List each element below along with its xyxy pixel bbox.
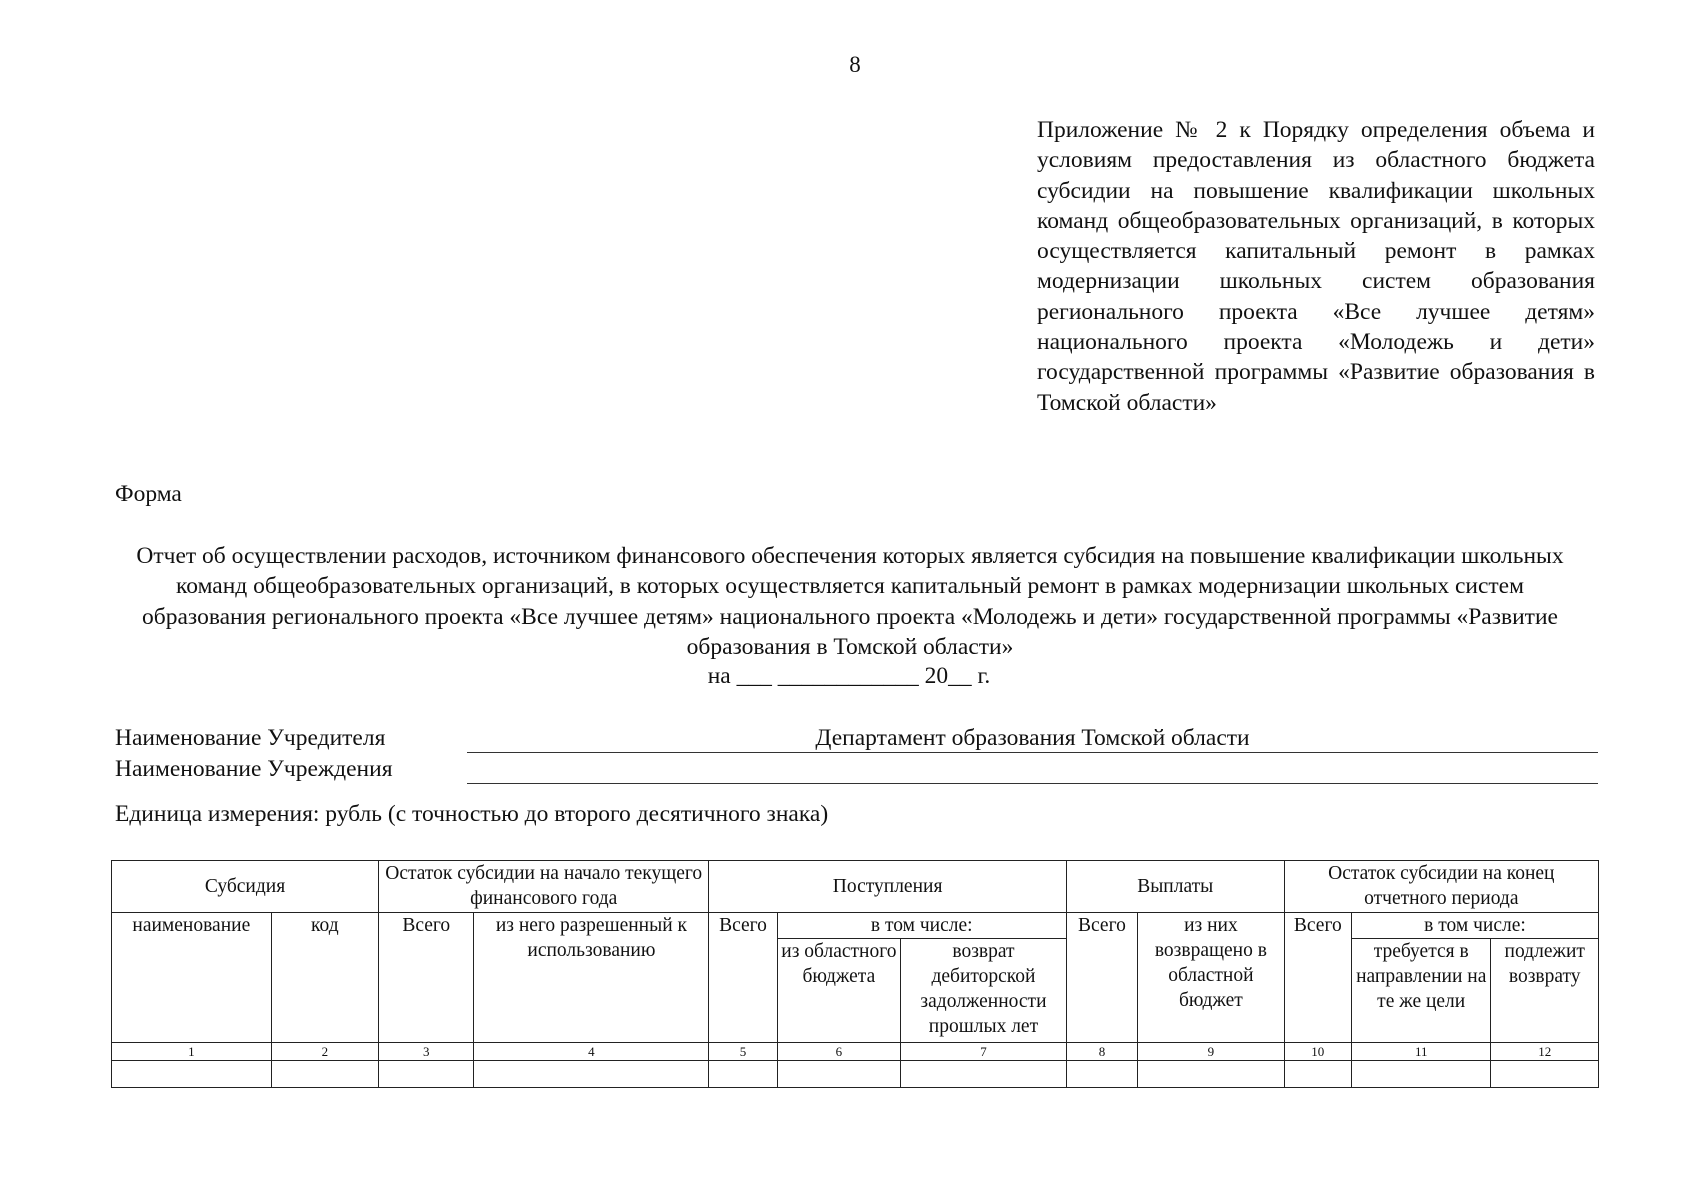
header-payments: Выплаты — [1066, 861, 1284, 913]
units-of-measure: Единица измерения: рубль (с точностью до второго десятичного знака) — [115, 801, 829, 827]
table-cell[interactable] — [709, 1061, 777, 1088]
header-name: наименование — [112, 913, 272, 1043]
column-number: 1 — [112, 1043, 272, 1061]
report-date-line: на ___ ____________ 20__ г. — [707, 663, 991, 689]
institution-field — [115, 756, 1598, 786]
column-number: 6 — [777, 1043, 900, 1061]
column-number: 2 — [271, 1043, 378, 1061]
header-required-same-goals: требуется в направлении на те же цели — [1351, 939, 1491, 1043]
table-cell[interactable] — [1351, 1061, 1491, 1088]
column-number: 9 — [1138, 1043, 1285, 1061]
founder-label: Наименование Учредителя — [115, 725, 386, 751]
header-code: код — [271, 913, 378, 1043]
header-from-regional: из областного бюджета — [777, 939, 900, 1043]
column-number: 3 — [379, 1043, 474, 1061]
table-cell[interactable] — [777, 1061, 900, 1088]
form-label: Форма — [115, 481, 182, 507]
header-receipts-including: в том числе: — [777, 913, 1066, 939]
header-start-total: Всего — [379, 913, 474, 1043]
column-number: 11 — [1351, 1043, 1491, 1061]
table-cell[interactable] — [1066, 1061, 1137, 1088]
table-cell[interactable] — [901, 1061, 1067, 1088]
table-cell[interactable] — [1284, 1061, 1351, 1088]
column-number: 5 — [709, 1043, 777, 1061]
column-number: 8 — [1066, 1043, 1137, 1061]
column-number: 4 — [474, 1043, 709, 1061]
header-to-return: подлежит возврату — [1491, 939, 1599, 1043]
column-numbers-row — [112, 1043, 1599, 1061]
header-end-total: Всего — [1284, 913, 1351, 1043]
header-receipts: Поступления — [709, 861, 1066, 913]
header-subsidy: Субсидия — [112, 861, 379, 913]
table-cell[interactable] — [1491, 1061, 1599, 1088]
institution-label: Наименование Учреждения — [115, 756, 393, 782]
column-number: 7 — [901, 1043, 1067, 1061]
table-cell[interactable] — [474, 1061, 709, 1088]
column-number: 12 — [1491, 1043, 1599, 1061]
founder-value: Департамент образования Томской области — [467, 725, 1598, 753]
header-end-including: в том числе: — [1351, 913, 1598, 939]
table-cell[interactable] — [271, 1061, 378, 1088]
header-payments-total: Всего — [1066, 913, 1137, 1043]
header-receivables-return: возврат дебиторской задолженности прошлых лет — [901, 939, 1067, 1043]
report-table — [111, 860, 1599, 1088]
institution-value — [467, 756, 1598, 784]
page-number: 8 — [849, 52, 861, 77]
appendix-reference: Приложение № 2 к Порядку определения объема и условиям предоставления из областного бюджета субсидии на повышение квалификации школьных команд общеобразовательных организаций, в которых осуществляется капитальный ремонт в рамках модернизации школьных систем образования регионального проекта «Все лучшее детям» национального проекта «Молодежь и дети» государственной программы «Развитие образования в Томской области» — [1037, 117, 1595, 416]
founder-field — [115, 725, 1598, 755]
header-end-balance: Остаток субсидии на конец отчетного периода — [1284, 861, 1598, 913]
header-start-balance: Остаток субсидии на начало текущего финансового года — [379, 861, 709, 913]
header-returned-to-budget: из них возвращено в областной бюджет — [1138, 913, 1285, 1043]
table-cell[interactable] — [1138, 1061, 1285, 1088]
report-title: Отчет об осуществлении расходов, источником финансового обеспечения которых является субсидия на повышение квалификации школьных команд общеобразовательных организаций, в которых осуществляется капитальный ремонт в рамках модернизации школьных систем образования регионального проекта «Все лучшее детям» национального проекта «Молодежь и дети» государственной программы «Развитие образования в Томской области» — [136, 543, 1564, 660]
header-allowed: из него разрешенный к использованию — [474, 913, 709, 1043]
header-receipts-total: Всего — [709, 913, 777, 1043]
table-cell[interactable] — [379, 1061, 474, 1088]
table-cell[interactable] — [112, 1061, 272, 1088]
table-row — [112, 1061, 1599, 1088]
column-number: 10 — [1284, 1043, 1351, 1061]
